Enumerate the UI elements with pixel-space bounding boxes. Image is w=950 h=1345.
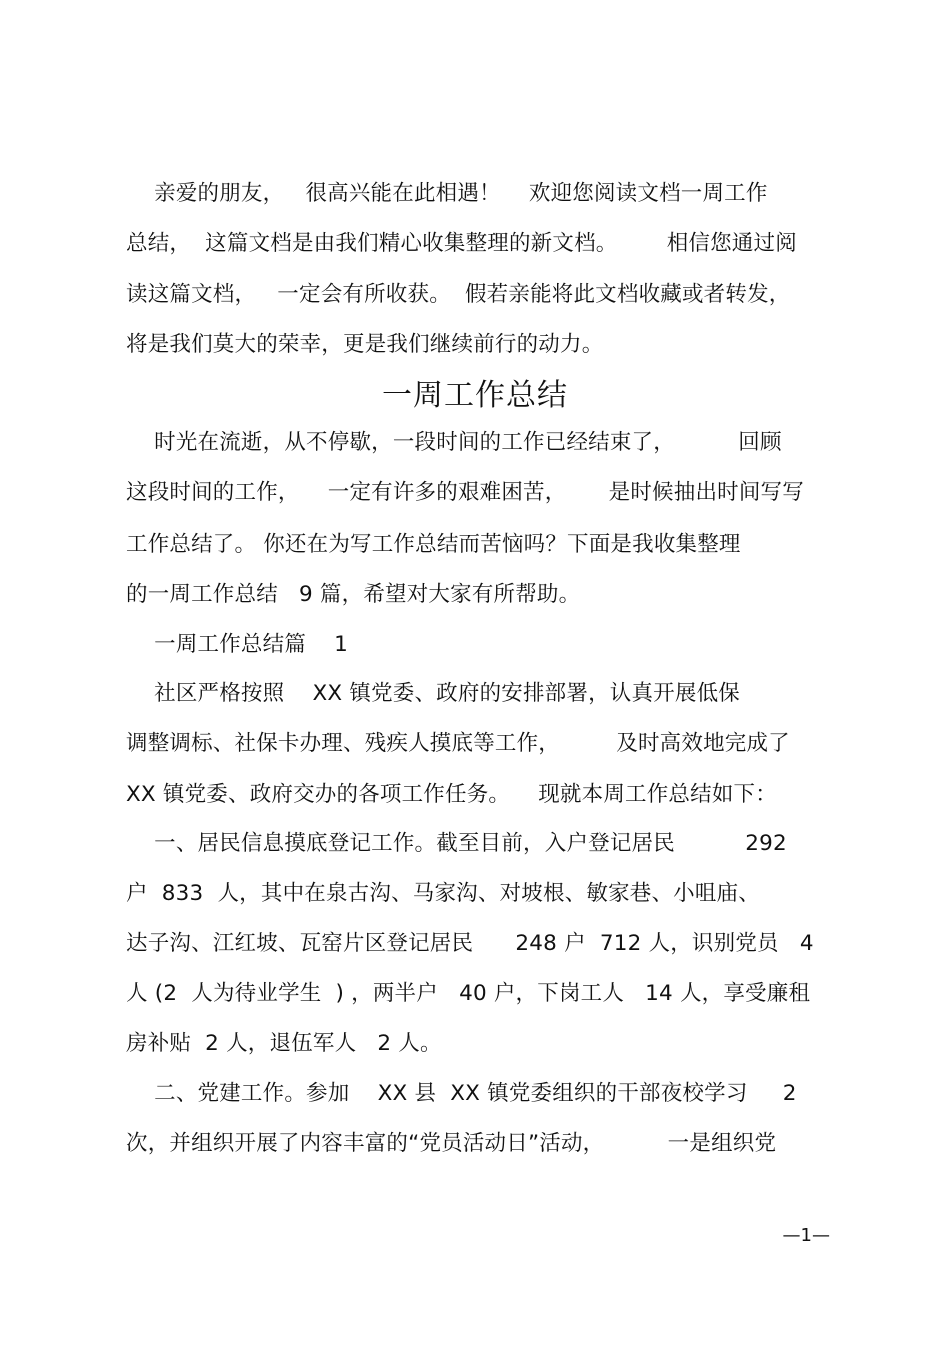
body-line: 这段时间的工作， 一定有许多的艰难困苦， 是时候抽出时间写写 <box>126 480 804 505</box>
body-line: 次，并组织开展了内容丰富的“党员活动日”活动， 一是组织党 <box>126 1131 777 1156</box>
body-line: 时光在流逝，从不停歇，一段时间的工作已经结束了， 回顾 <box>126 430 782 455</box>
body-line: XX 镇党委、政府交办的各项工作任务。 现就本周工作总结如下： <box>126 782 777 807</box>
intro-line: 读这篇文档， 一定会有所收获。 假若亲能将此文档收藏或者转发， <box>126 282 791 307</box>
body-line: 一、居民信息摸底登记工作。截至目前，入户登记居民 292 <box>126 831 787 856</box>
body-line: 二、党建工作。参加 XX 县 XX 镇党委组织的干部夜校学习 2 <box>126 1081 797 1106</box>
body-line: 达子沟、江红坡、瓦窑片区登记居民 248 户 712 人，识别党员 4 <box>126 931 814 956</box>
body-line: 工作总结了。 你还在为写工作总结而苦恼吗？下面是我收集整理 <box>126 532 741 557</box>
body-line: 调整调标、社保卡办理、残疾人摸底等工作， 及时高效地完成了 <box>126 731 790 756</box>
intro-line: 亲爱的朋友， 很高兴能在此相遇！ 欢迎您阅读文档一周工作 <box>126 181 768 206</box>
body-line: 房补贴 2 人，退伍军人 2 人。 <box>126 1031 442 1056</box>
body-line: 社区严格按照 XX 镇党委、政府的安排部署，认真开展低保 <box>126 681 740 706</box>
body-line: 人 (2 人为待业学生 ) ，两半户 40 户，下岗工人 14 人，享受廉租 <box>126 981 811 1006</box>
intro-line: 总结， 这篇文档是由我们精心收集整理的新文档。 相信您通过阅 <box>126 231 797 256</box>
body-line: 户 833 人，其中在泉古沟、马家沟、对坡根、敏家巷、小咀庙、 <box>126 881 760 906</box>
page-number: —1— <box>782 1225 830 1246</box>
intro-line: 将是我们莫大的荣幸，更是我们继续前行的动力。 <box>126 332 604 357</box>
section-heading: 一周工作总结篇 1 <box>126 632 349 657</box>
document-title: 一周工作总结 <box>382 378 568 413</box>
body-line: 的一周工作总结 9 篇，希望对大家有所帮助。 <box>126 582 581 607</box>
